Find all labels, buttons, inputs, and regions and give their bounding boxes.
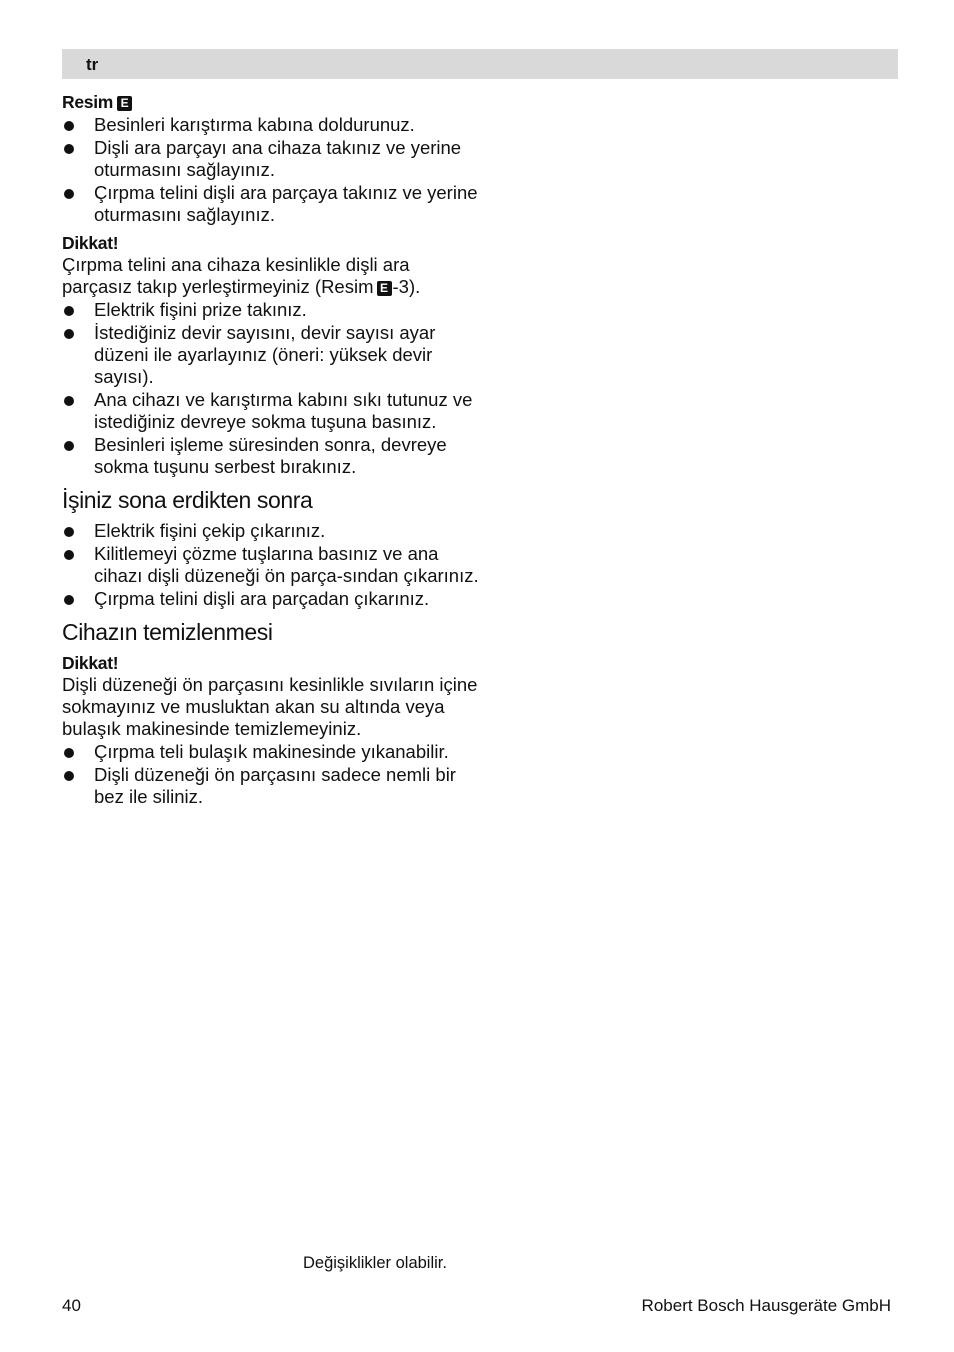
figure-label: Resim bbox=[62, 92, 114, 112]
steps-list-1 bbox=[62, 114, 482, 226]
steps-list-2 bbox=[62, 299, 482, 478]
list-item: Kilitlemeyi çözme tuşlarına basınız ve ana cihazı dişli düzeneği ön parça-sından çıkarınız. bbox=[62, 543, 482, 587]
list-item: Besinleri karıştırma kabına doldurunuz. bbox=[62, 114, 482, 136]
list-item: Elektrik fişini prize takınız. bbox=[62, 299, 482, 321]
warning-text-after: -3). bbox=[392, 276, 421, 297]
section-heading-after-use: İşiniz sona erdikten sonra bbox=[62, 487, 313, 513]
list-item: Çırpma telini dişli ara parçaya takınız ve yerine oturmasını sağlayınız. bbox=[62, 182, 482, 226]
figure-e-icon: E bbox=[117, 96, 132, 111]
list-item: Ana cihazı ve karıştırma kabını sıkı tutunuz ve istediğiniz devreye sokma tuşuna basınız. bbox=[62, 389, 482, 433]
list-item: İstediğiniz devir sayısını, devir sayısı ayar düzeni ile ayarlayınız (öneri: yüksek devir sayısı). bbox=[62, 322, 482, 388]
list-item: Besinleri işleme süresinden sonra, devreye sokma tuşunu serbest bırakınız. bbox=[62, 434, 482, 478]
language-code: tr bbox=[86, 55, 99, 74]
figure-reference bbox=[62, 91, 482, 113]
content-column bbox=[62, 91, 482, 808]
warning-title: Dikkat! bbox=[62, 233, 119, 253]
after-use-list bbox=[62, 520, 482, 610]
language-header-bar bbox=[62, 49, 898, 79]
warning-text bbox=[62, 254, 482, 298]
changes-notice: Değişiklikler olabilir. bbox=[303, 1254, 447, 1272]
list-item: Çırpma teli bulaşık makinesinde yıkanabilir. bbox=[62, 741, 482, 763]
warning-text: Dişli düzeneği ön parçasını kesinlikle sıvıların içine sokmayınız ve musluktan akan su altında veya bulaşık makinesinde temizlemeyiniz. bbox=[62, 674, 478, 739]
list-item: Dişli ara parçayı ana cihaza takınız ve yerine oturmasını sağlayınız. bbox=[62, 137, 482, 181]
cleaning-list bbox=[62, 741, 482, 808]
list-item: Çırpma telini dişli ara parçadan çıkarınız. bbox=[62, 588, 482, 610]
figure-e-icon: E bbox=[377, 281, 392, 296]
page-number: 40 bbox=[62, 1296, 81, 1315]
section-heading-cleaning: Cihazın temizlenmesi bbox=[62, 619, 273, 645]
warning-text-before: Çırpma telini ana cihaza kesinlikle dişli ara parçasız takıp yerleştirmeyiniz (Resim bbox=[62, 254, 410, 297]
list-item: Elektrik fişini çekip çıkarınız. bbox=[62, 520, 482, 542]
list-item: Dişli düzeneği ön parçasını sadece nemli bir bez ile siliniz. bbox=[62, 764, 482, 808]
warning-title: Dikkat! bbox=[62, 653, 119, 673]
company-name: Robert Bosch Hausgeräte GmbH bbox=[641, 1296, 891, 1315]
